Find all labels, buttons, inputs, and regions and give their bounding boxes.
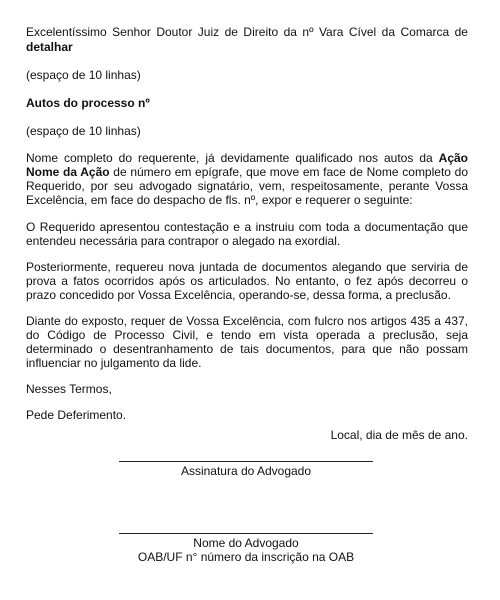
place-date: Local, dia de mês de ano.	[330, 428, 468, 442]
paragraph-1-rest: de número em epígrafe, que move em face de Nome completo do Requerido, por seu advogado signatário, vem, respeitosamente, perante Vossa Excelência, em face do despacho de fls. nº, expor e requerer o seguinte:	[26, 165, 468, 207]
paragraph-3: Posteriormente, requereu nova juntada de documentos alegando que serviria de prova a fatos ocorridos após os articulados. No entanto, o fez após decorreu o prazo concedido por Vossa Excelência, operando-se, dessa forma, a preclusão.	[26, 260, 468, 302]
closing-request: Pede Deferimento.	[26, 408, 127, 422]
paragraph-1	[26, 151, 468, 207]
lawyer-block	[119, 533, 373, 564]
document-page	[26, 25, 468, 442]
paragraph-2: O Requerido apresentou contestação e a instruiu com toda a documentação que entendeu necessária para contrapor o alegado na exordial.	[26, 220, 468, 248]
signature-line	[119, 461, 373, 462]
paragraph-4: Diante do exposto, requer de Vossa Excelência, com fulcro nos artigos 435 a 437, do Código de Processo Civil, e tendo em vista operada a preclusão, seja determinado o desentranhamento de tais documentos, para que não possam influenciar no julgamento da lide.	[26, 314, 468, 370]
vara-number: nº	[302, 25, 314, 39]
spacer-note-2: (espaço de 10 linhas)	[26, 124, 141, 138]
action-name: Ação Nome da Ação	[26, 151, 468, 179]
process-title: Autos do processo nº	[26, 96, 150, 110]
addressee-prefix: Excelentíssimo Senhor Doutor Juiz de Direito da	[26, 25, 297, 39]
comarca-name: detalhar	[26, 40, 73, 54]
spacer-note-1: (espaço de 10 linhas)	[26, 68, 141, 82]
addressee-middle: Vara Cível da Comarca de	[318, 25, 468, 39]
signature-block	[119, 461, 373, 478]
addressee	[26, 25, 468, 55]
closing-terms: Nesses Termos,	[26, 382, 112, 396]
signature-label: Assinatura do Advogado	[180, 464, 312, 478]
paragraph-1-intro: Nome completo do requerente, já devidamente qualificado nos autos da	[26, 151, 433, 165]
lawyer-oab: OAB/UF n° número da inscrição na OAB	[137, 550, 355, 564]
lawyer-name: Nome do Advogado	[193, 536, 299, 550]
lawyer-line	[119, 533, 373, 534]
